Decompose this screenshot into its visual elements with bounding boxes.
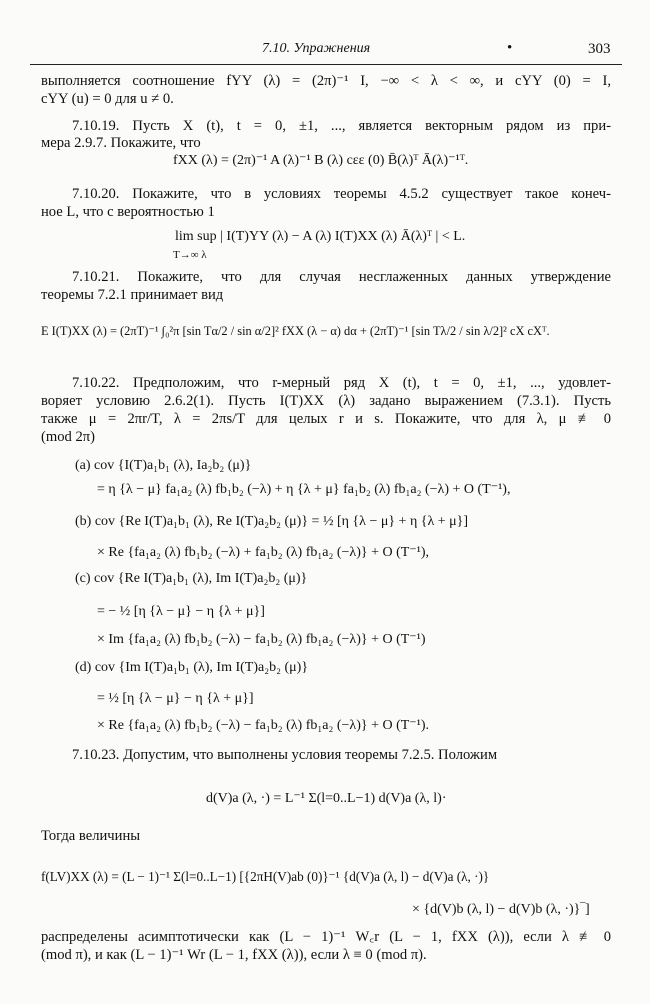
exercise-7-10-21-line-2: теоремы 7.2.1 принимает вид — [41, 287, 224, 303]
formula-d-average: d(V)a (λ, ·) = L⁻¹ Σ(l=0..L−1) d(V)a (λ, l)· — [206, 791, 447, 806]
exercise-7-10-19-line-1: 7.10.19. Пусть X (t), t = 0, ±1, ..., является векторным рядом из при- — [72, 118, 611, 134]
formula-c-line-1: (c) cov {Re I(T)a₁b₁ (λ), Im I(T)a₂b₂ (μ)} — [75, 571, 308, 586]
page-number: 303 — [588, 41, 611, 57]
formula-flv-line-1: f(LV)XX (λ) = (L − 1)⁻¹ Σ(l=0..L−1) [{2πH(V)ab (0)}⁻¹ {d(V)a (λ, l) − d(V)a (λ, ·)} — [41, 869, 490, 884]
formula-b-line-1: (b) cov {Re I(T)a₁b₁ (λ), Re I(T)a₂b₂ (μ)} = ½ [η {λ − μ} + η {λ + μ}] — [75, 514, 469, 529]
exercise-7-10-23-line-2: Тогда величины — [41, 828, 141, 844]
exercise-7-10-19-line-2: мера 2.9.7. Покажите, что — [41, 135, 201, 151]
formula-d-line-1: (d) cov {Im I(T)a₁b₁ (λ), Im I(T)a₂b₂ (μ)} — [75, 660, 309, 675]
header-rule — [30, 64, 622, 65]
exercise-7-10-22-line-2: воряет условию 2.6.2(1). Пусть I(T)XX (λ) задано выражением (7.3.1). Пусть — [41, 393, 611, 409]
text-line-final-2: (mod π), и как (L − 1)⁻¹ Wr (L − 1, fXX (λ)), если λ ≡ 0 (mod π). — [41, 947, 427, 963]
formula-a-line-1: (a) cov {I(T)a₁b₁ (λ), Ia₂b₂ (μ)} — [75, 458, 252, 473]
exercise-7-10-22-line-4: (mod 2π) — [41, 429, 95, 445]
formula-fxx: fXX (λ) = (2π)⁻¹ A (λ)⁻¹ B (λ) cεε (0) B̄(λ)ᵀ Ā(λ)⁻¹ᵀ. — [173, 153, 469, 168]
exercise-7-10-21-line-1: 7.10.21. Покажите, что для случая несглаженных данных утверждение — [72, 269, 611, 285]
exercise-7-10-22-line-1: 7.10.22. Предположим, что r-мерный ряд X (t), t = 0, ±1, ..., удовлет- — [72, 375, 611, 391]
formula-c-line-2: = − ½ [η {λ − μ} − η {λ + μ}] — [97, 604, 265, 619]
text-line-1: выполняется соотношение fYY (λ) = (2π)⁻¹ I, −∞ < λ < ∞, и cYY (0) = I, — [41, 73, 611, 89]
exercise-7-10-20-line-2: ное L, что с вероятностью 1 — [41, 204, 215, 220]
exercise-7-10-22-line-3: также μ = 2πr/T, λ = 2πs/T для целых r и s. Покажите, что для λ, μ ≢ 0 — [41, 411, 611, 427]
formula-c-line-3: × Im {fa₁a₂ (λ) fb₁b₂ (−λ) − fa₁b₂ (λ) fb₁a₂ (−λ)} + O (T⁻¹) — [97, 632, 426, 647]
exercise-7-10-20-line-1: 7.10.20. Покажите, что в условиях теоремы 4.5.2 существует такое конеч- — [72, 186, 611, 202]
formula-b-line-2: × Re {fa₁a₂ (λ) fb₁b₂ (−λ) + fa₁b₂ (λ) fb₁a₂ (−λ)} + O (T⁻¹), — [97, 545, 430, 560]
text-line-2: cYY (u) = 0 для u ≠ 0. — [41, 91, 174, 107]
formula-flv-line-2: × {d(V)b (λ, l) − d(V)b (λ, ·)}‾] — [412, 902, 590, 917]
exercise-7-10-23-line-1: 7.10.23. Допустим, что выполнены условия теоремы 7.2.5. Положим — [72, 747, 498, 763]
text-line-final-1: распределены асимптотически как (L − 1)⁻¹ W꜀r (L − 1, fXX (λ)), если λ ≢ 0 — [41, 929, 611, 945]
formula-d-line-3: × Re {fa₁a₂ (λ) fb₁b₂ (−λ) − fa₁b₂ (λ) fb₁a₂ (−λ)} + O (T⁻¹). — [97, 718, 430, 733]
formula-d-line-2: = ½ [η {λ − μ} − η {λ + μ}] — [97, 691, 254, 706]
running-head: 7.10. Упражнения — [262, 41, 371, 56]
formula-lim-sup: lim sup | I(T)YY (λ) − A (λ) I(T)XX (λ) Ā(λ)ᵀ | < L. — [175, 229, 466, 244]
formula-lim-sup-subscript: T→∞ λ — [173, 249, 207, 261]
formula-a-line-2: = η {λ − μ} fa₁a₂ (λ) fb₁b₂ (−λ) + η {λ + μ} fa₁b₂ (λ) fb₁a₂ (−λ) + O (T⁻¹), — [97, 482, 511, 497]
formula-expectation: E I(T)XX (λ) = (2πT)⁻¹ ∫₀²π [sin Tα/2 / sin α/2]² fXX (λ − α) dα + (2πT)⁻¹ [sin Tλ/2 / sin λ/2]² cX cXᵀ. — [41, 324, 550, 338]
header-bullet: • — [507, 40, 513, 56]
